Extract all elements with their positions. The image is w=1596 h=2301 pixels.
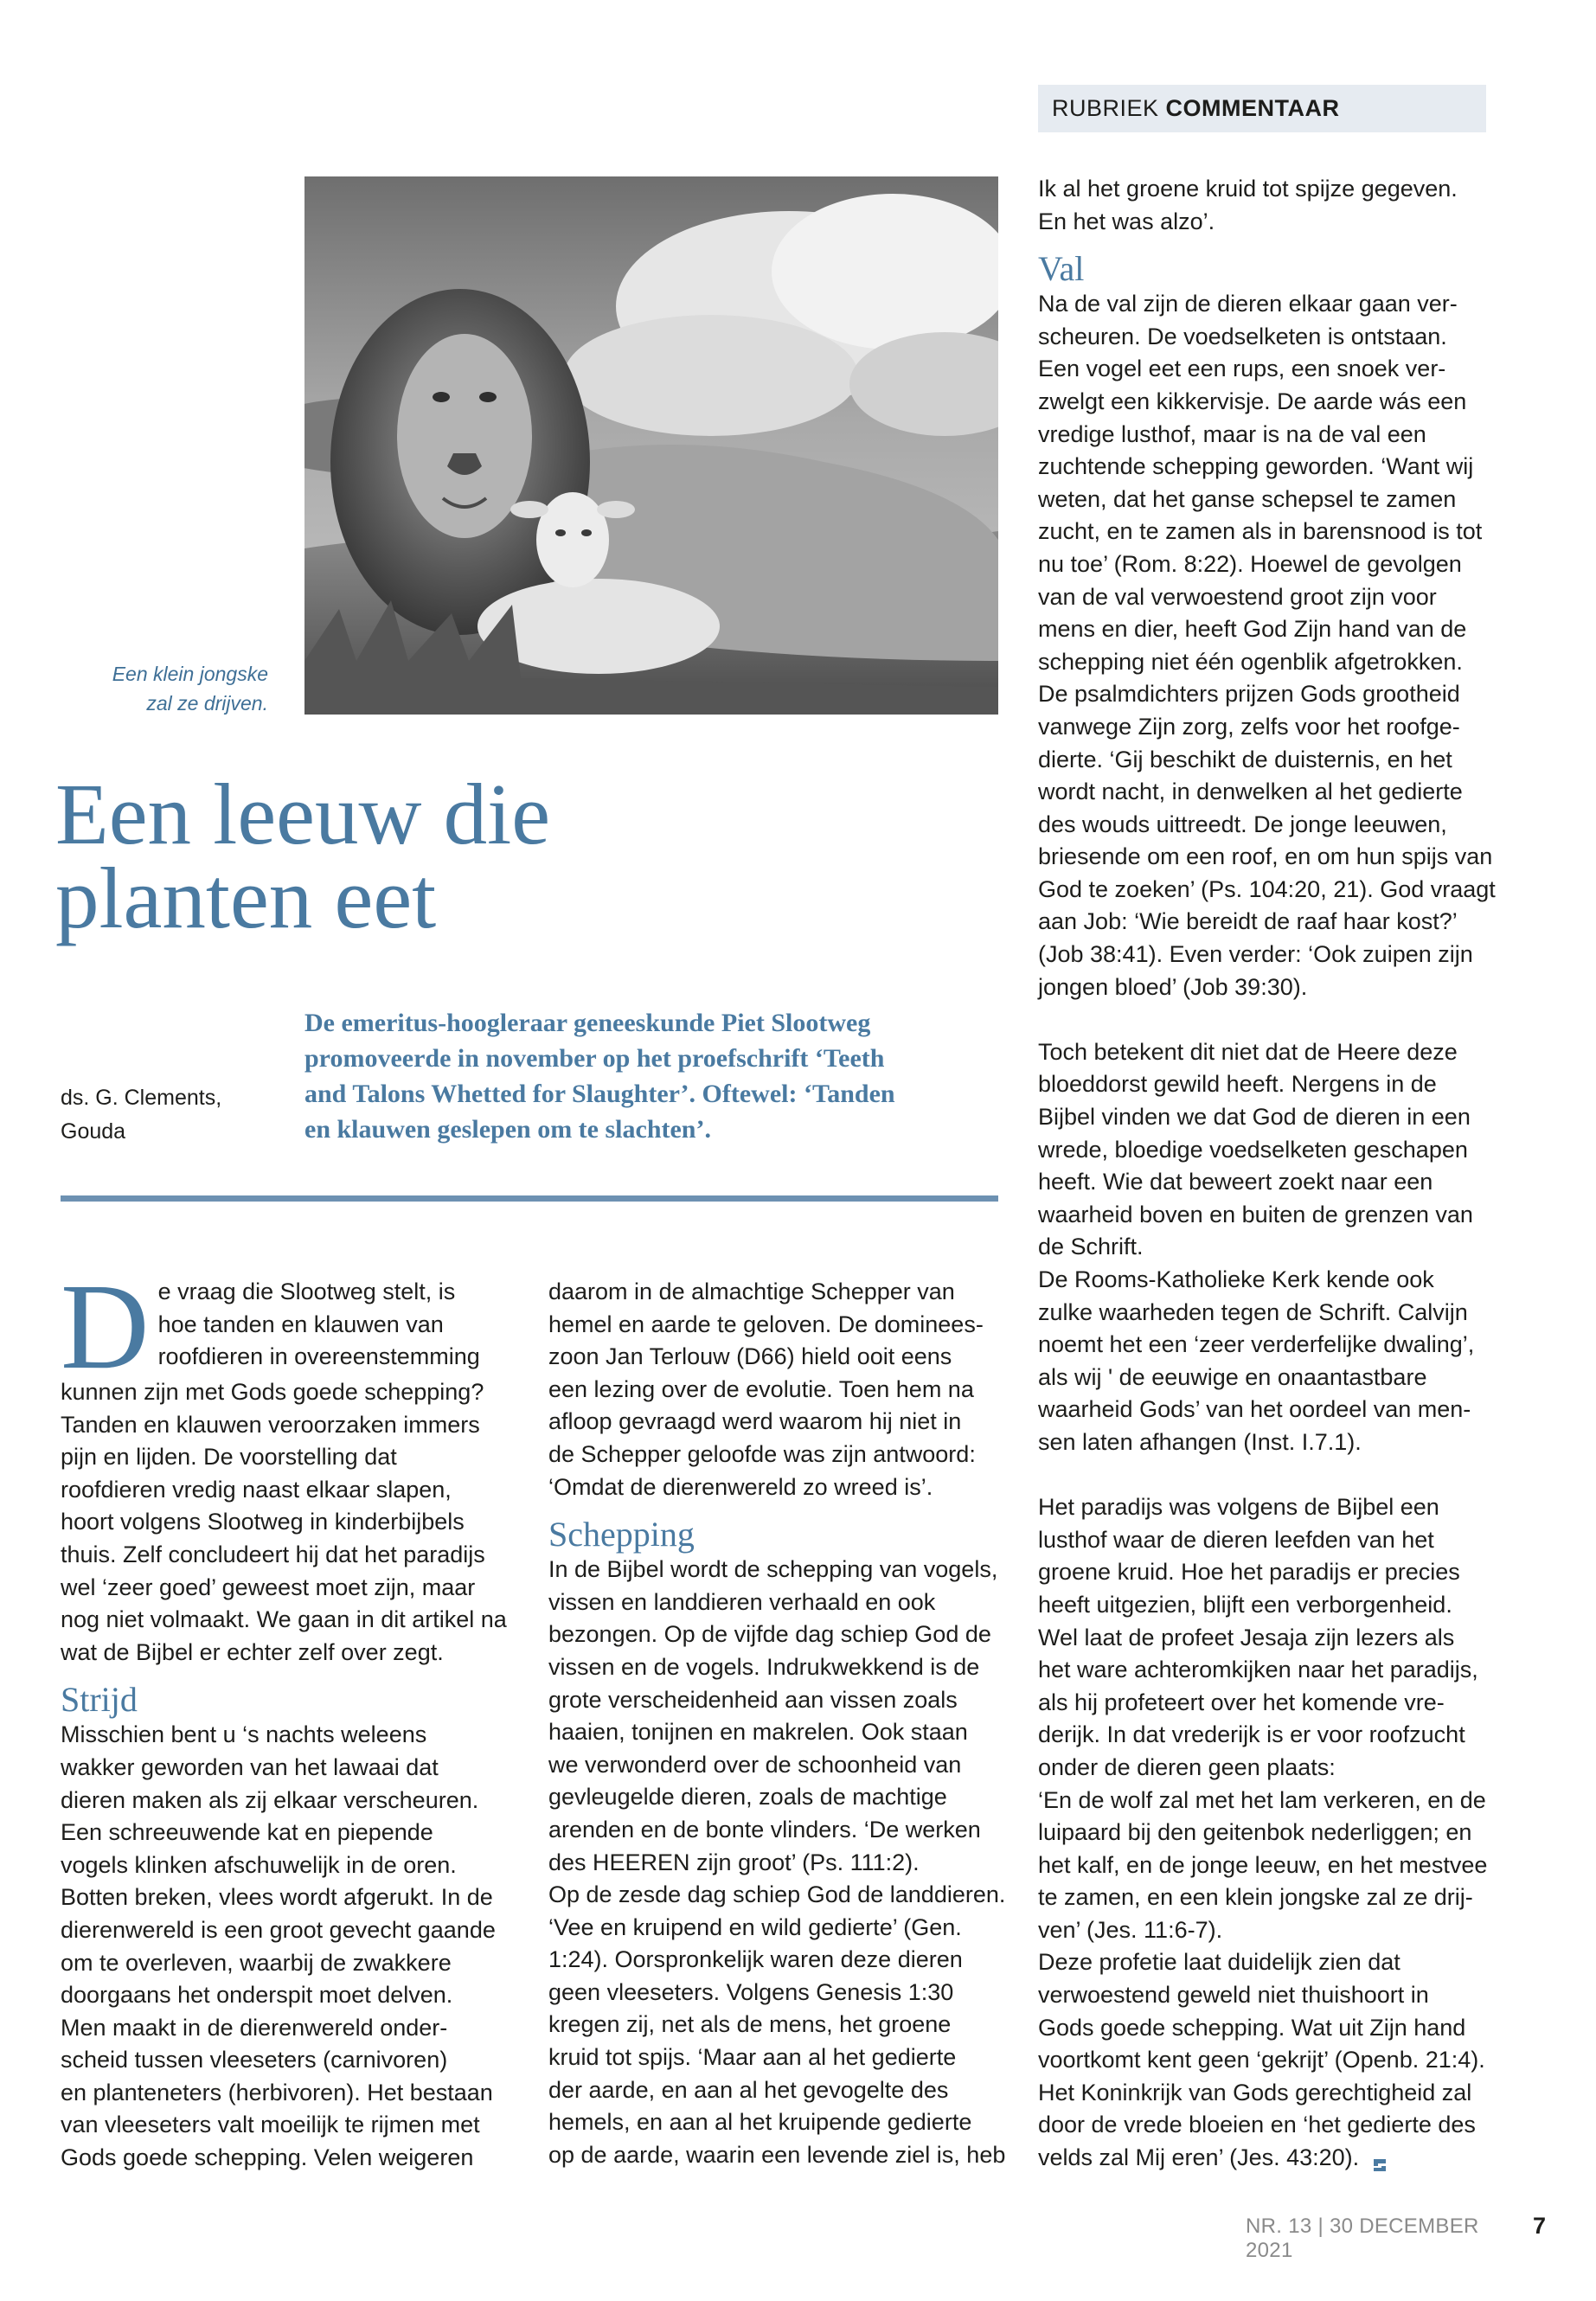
text-line: het kalf, en de jonge leeuw, en het mestvee <box>1038 1851 1488 1878</box>
text-line: nog niet volmaakt. We gaan in dit artikel na <box>61 1606 507 1633</box>
subheading-schepping: Schepping <box>548 1515 695 1554</box>
text-line: sen laten afhangen (Inst. I.7.1). <box>1038 1428 1362 1455</box>
text-line: des HEEREN zijn groot’ (Ps. 111:2). <box>548 1849 920 1875</box>
text-line: Een schreeuwende kat en piepende <box>61 1819 433 1846</box>
text-line: zoon Jan Terlouw (D66) hield ooit eens <box>548 1343 952 1370</box>
text-line: om te overleven, waarbij de zwakkere <box>61 1949 452 1976</box>
text-line: afloop gevraagd werd waarom hij niet in <box>548 1408 962 1435</box>
text-line: weten, dat het ganse schepsel te zamen <box>1038 485 1457 512</box>
text-line: zulke waarheden tegen de Schrift. Calvijn <box>1038 1298 1468 1325</box>
subheading-val: Val <box>1038 249 1085 289</box>
text-line: dierte. ‘Gij beschikt de duisternis, en het <box>1038 746 1452 772</box>
text-line: bezongen. Op de vijfde dag schiep God de <box>548 1621 991 1648</box>
text-line: Botten breken, vlees wordt afgerukt. In de <box>61 1884 493 1911</box>
text-line: kruid tot spijs. ‘Maar aan al het gedierte <box>548 2044 957 2071</box>
text-line: Gods goede schepping. Wat uit Zijn hand <box>1038 2014 1466 2041</box>
text-line: briesende om een roof, en om hun spijs van <box>1038 843 1493 870</box>
text-line: scheid tussen vleeseters (carnivoren) <box>61 2047 448 2073</box>
text-line: Misschien bent u ‘s nachts weleens <box>61 1721 427 1748</box>
text-line: gevleugelde dieren, zoals de machtige <box>548 1784 947 1811</box>
text-line: En het was alzo’. <box>1038 208 1215 234</box>
text-line: door de vrede bloeien en ‘het gedierte des <box>1038 2112 1476 2138</box>
text-line: hoe tanden en klauwen van <box>157 1311 444 1337</box>
photo-illustration <box>304 176 998 715</box>
photo-caption <box>52 659 268 718</box>
text-line: De Rooms-Katholieke Kerk kende ook <box>1038 1266 1434 1292</box>
title-line: planten eet <box>55 849 437 946</box>
text-line: ‘Vee en kruipend en wild gedierte’ (Gen. <box>548 1913 962 1940</box>
text-line: vredige lusthof, maar is na de val een <box>1038 420 1426 447</box>
text-line: doorgaans het onderspit moet delven. <box>61 1982 453 2009</box>
author-byline <box>61 1081 277 1149</box>
text-line: haaien, tonijnen en makrelen. Ook staan <box>548 1719 968 1746</box>
lead-line: and Talons Whetted for Slaughter’. Oftewel: ‘Tanden <box>304 1080 895 1108</box>
text-line: voortkomt kent geen ‘gekrijt’ (Openb. 21:4). <box>1038 2047 1485 2073</box>
text-line: daarom in de almachtige Schepper van <box>548 1279 955 1304</box>
text-line: verwoestend geweld niet thuishoort in <box>1038 1982 1429 2009</box>
text-column-2 <box>548 1276 1007 2171</box>
text-column-3 <box>1038 173 1496 2175</box>
text-line: waarheid Gods’ van het oordeel van men- <box>1038 1396 1471 1423</box>
text-line: Het Koninkrijk van Gods gerechtigheid zal <box>1038 2079 1472 2106</box>
lead-line: promoveerde in november op het proefschrift ‘Teeth <box>304 1044 885 1073</box>
text-line: God te zoeken’ (Ps. 104:20, 21). God vraagt <box>1038 875 1496 902</box>
text-line: van de val verwoestend groot zijn voor <box>1038 583 1437 610</box>
text-line: scheuren. De voedselketen is ontstaan. <box>1038 323 1447 349</box>
lion-and-lamb-photo <box>304 176 998 715</box>
author-name: ds. G. Clements, <box>61 1086 222 1110</box>
text-line: dierenwereld is een groot gevecht gaande <box>61 1916 496 1943</box>
text-line: arenden en de bonte vlinders. ‘De werken <box>548 1816 981 1843</box>
text-line: Wel laat de profeet Jesaja zijn lezers als <box>1038 1624 1455 1650</box>
text-line: wat de Bijbel er echter zelf over zegt. <box>61 1638 444 1665</box>
drop-cap: D <box>61 1258 150 1394</box>
text-line: Tanden en klauwen veroorzaken immers <box>61 1411 480 1438</box>
text-line: velds zal Mij eren’ (Jes. 43:20). <box>1038 2144 1360 2171</box>
paragraph-gap <box>1038 1003 1488 1036</box>
paragraph-gap <box>1038 1459 1488 1492</box>
text-line: geen vleeseters. Volgens Genesis 1:30 <box>548 1978 954 2005</box>
text-line: In de Bijbel wordt de schepping van vogels, <box>548 1556 998 1583</box>
text-line: hemels, en aan al het kruipende gedierte <box>548 2109 972 2136</box>
caption-line: Een klein jongske <box>112 663 268 685</box>
text-line: roofdieren vredig naast elkaar slapen, <box>61 1476 452 1503</box>
text-line: wel ‘zeer goed’ geweest moet zijn, maar <box>61 1574 476 1600</box>
text-line: Een vogel eet een rups, een snoek ver- <box>1038 356 1446 382</box>
text-line: dieren maken als zij elkaar verscheuren. <box>61 1786 479 1813</box>
text-line: Na de val zijn de dieren elkaar gaan ver- <box>1038 291 1458 317</box>
text-line: Toch betekent dit niet dat de Heere deze <box>1038 1038 1458 1065</box>
section-label <box>1038 85 1486 132</box>
text-line: waarheid boven en buiten de grenzen van <box>1038 1201 1473 1227</box>
text-line: als wij ' de eeuwige en onaantastbare <box>1038 1363 1427 1390</box>
text-line: De psalmdichters prijzen Gods grootheid <box>1038 681 1460 708</box>
text-line: groene kruid. Hoe het paradijs er precies <box>1038 1559 1460 1586</box>
text-line: nu toe’ (Rom. 8:22). Hoewel de gevolgen <box>1038 550 1462 577</box>
issue-info: NR. 13 | 30 DECEMBER 2021 <box>1246 2214 1479 2262</box>
text-line: als hij profeteert over het komende vre- <box>1038 1689 1445 1715</box>
text-line: pijn en lijden. De voorstelling dat <box>61 1444 397 1471</box>
text-line: ‘Omdat de dierenwereld zo wreed is’. <box>548 1473 933 1500</box>
lead-line: en klauwen geslepen om te slachten’. <box>304 1115 711 1144</box>
lead-line: De emeritus-hoogleraar geneeskunde Piet Slootweg <box>304 1009 871 1037</box>
text-line: het ware achteromkijken naar het paradijs, <box>1038 1657 1478 1683</box>
text-line: Op de zesde dag schiep God de landdieren. <box>548 1881 1006 1908</box>
text-line: vissen en landdieren verhaald en ook <box>548 1588 936 1615</box>
end-mark-icon <box>1371 2150 1388 2168</box>
rubriek-name: COMMENTAAR <box>1165 95 1340 121</box>
text-line: mens en dier, heeft God Zijn hand van de <box>1038 616 1467 643</box>
text-line: wakker geworden van het lawaai dat <box>61 1753 439 1780</box>
text-line: onder de dieren geen plaats: <box>1038 1753 1336 1780</box>
text-line: (Job 38:41). Even verder: ‘Ook zuipen zijn <box>1038 941 1473 968</box>
text-line: heeft uitgezien, blijft een verborgenheid. <box>1038 1591 1452 1618</box>
text-line: 1:24). Oorspronkelijk waren deze dieren <box>548 1946 963 1973</box>
divider-rule <box>61 1195 998 1202</box>
text-line: wrede, bloedige voedselketen geschapen <box>1038 1136 1468 1163</box>
text-line: op de aarde, waarin een levende ziel is, heb <box>548 2141 1006 2168</box>
article-title <box>55 766 1024 946</box>
caption-line: zal ze drijven. <box>146 692 268 715</box>
text-line: vogels klinken afschuwelijk in de oren. <box>61 1851 457 1878</box>
text-line: Gods goede schepping. Velen weigeren <box>61 2144 474 2171</box>
subheading-strijd: Strijd <box>61 1680 138 1720</box>
text-line: aan Job: ‘Wie bereidt de raaf haar kost?’ <box>1038 908 1458 935</box>
text-line: bloeddorst gewild heeft. Nergens in de <box>1038 1071 1437 1098</box>
text-line: roofdieren in overeenstemming <box>157 1343 480 1370</box>
text-line: ‘En de wolf zal met het lam verkeren, en de <box>1038 1786 1486 1813</box>
text-column-1 <box>61 1258 510 2175</box>
text-line: de Schrift. <box>1038 1234 1144 1260</box>
text-line: schepping niet één ogenblik afgetrokken. <box>1038 648 1463 675</box>
text-line: zuchtende schepping geworden. ‘Want wij <box>1038 453 1474 480</box>
text-line: vanwege Zijn zorg, zelfs voor het roofge- <box>1038 713 1460 740</box>
text-line: vissen en de vogels. Indrukwekkend is de <box>548 1653 980 1680</box>
final-line <box>1038 2142 1488 2175</box>
text-line: Het paradijs was volgens de Bijbel een <box>1038 1494 1439 1521</box>
text-line: een lezing over de evolutie. Toen hem na <box>548 1375 974 1402</box>
text-line: der aarde, en aan al het gevogelte des <box>548 2076 949 2103</box>
article-lead <box>304 1005 1005 1147</box>
text-line: jongen bloed’ (Job 39:30). <box>1038 973 1308 1000</box>
text-line: te zamen, en een klein jongske zal ze drij- <box>1038 1884 1473 1911</box>
text-line: we verwonderd over de schoonheid van <box>548 1751 962 1778</box>
text-line: luipaard bij den geitenbok nederliggen; en <box>1038 1819 1472 1846</box>
text-line: de Schepper geloofde was zijn antwoord: <box>548 1440 976 1467</box>
text-line: wordt nacht, in denwelken al het gedierte <box>1038 779 1463 805</box>
text-line: Bijbel vinden we dat God de dieren in een <box>1038 1104 1471 1131</box>
text-line: lusthof waar de dieren leefden van het <box>1038 1526 1434 1553</box>
text-line: noemt het een ‘zeer verderfelijke dwaling’, <box>1038 1331 1475 1358</box>
text-line: Men maakt in de dierenwereld onder- <box>61 2014 448 2041</box>
rubriek-label: RUBRIEK <box>1052 95 1159 121</box>
text-line: zucht, en te zamen als in barensnood is tot <box>1038 518 1483 545</box>
text-line: hemel en aarde te geloven. De dominees- <box>548 1311 984 1337</box>
text-line: heeft. Wie dat beweert zoekt naar een <box>1038 1169 1433 1195</box>
text-line: des wouds uittreedt. De jonge leeuwen, <box>1038 811 1447 837</box>
page-number: 7 <box>1533 2213 1547 2239</box>
text-line: zwelgt een kikkervisje. De aarde wás een <box>1038 388 1467 414</box>
title-line: Een leeuw die <box>55 766 551 862</box>
text-line: kregen zij, net als de mens, het groene <box>548 2011 952 2038</box>
author-location: Gouda <box>61 1119 126 1144</box>
text-line: hoort volgens Slootweg in kinderbijbels <box>61 1509 465 1535</box>
text-line: ven’ (Jes. 11:6-7). <box>1038 1916 1223 1943</box>
text-line: Ik al het groene kruid tot spijze gegeven. <box>1038 176 1458 202</box>
text-line: derijk. In dat vrederijk is er voor roofzucht <box>1038 1721 1465 1748</box>
text-line: en planteneters (herbivoren). Het bestaan <box>61 2079 493 2106</box>
text-line: grote verscheidenheid aan vissen zoals <box>548 1686 958 1713</box>
text-line: van vleeseters valt moeilijk te rijmen met <box>61 2112 480 2138</box>
text-line: thuis. Zelf concludeert hij dat het paradijs <box>61 1541 485 1567</box>
text-line: kunnen zijn met Gods goede schepping? <box>61 1379 484 1405</box>
text-line: e vraag die Slootweg stelt, is <box>157 1279 456 1304</box>
text-line: Deze profetie laat duidelijk zien dat <box>1038 1949 1401 1976</box>
